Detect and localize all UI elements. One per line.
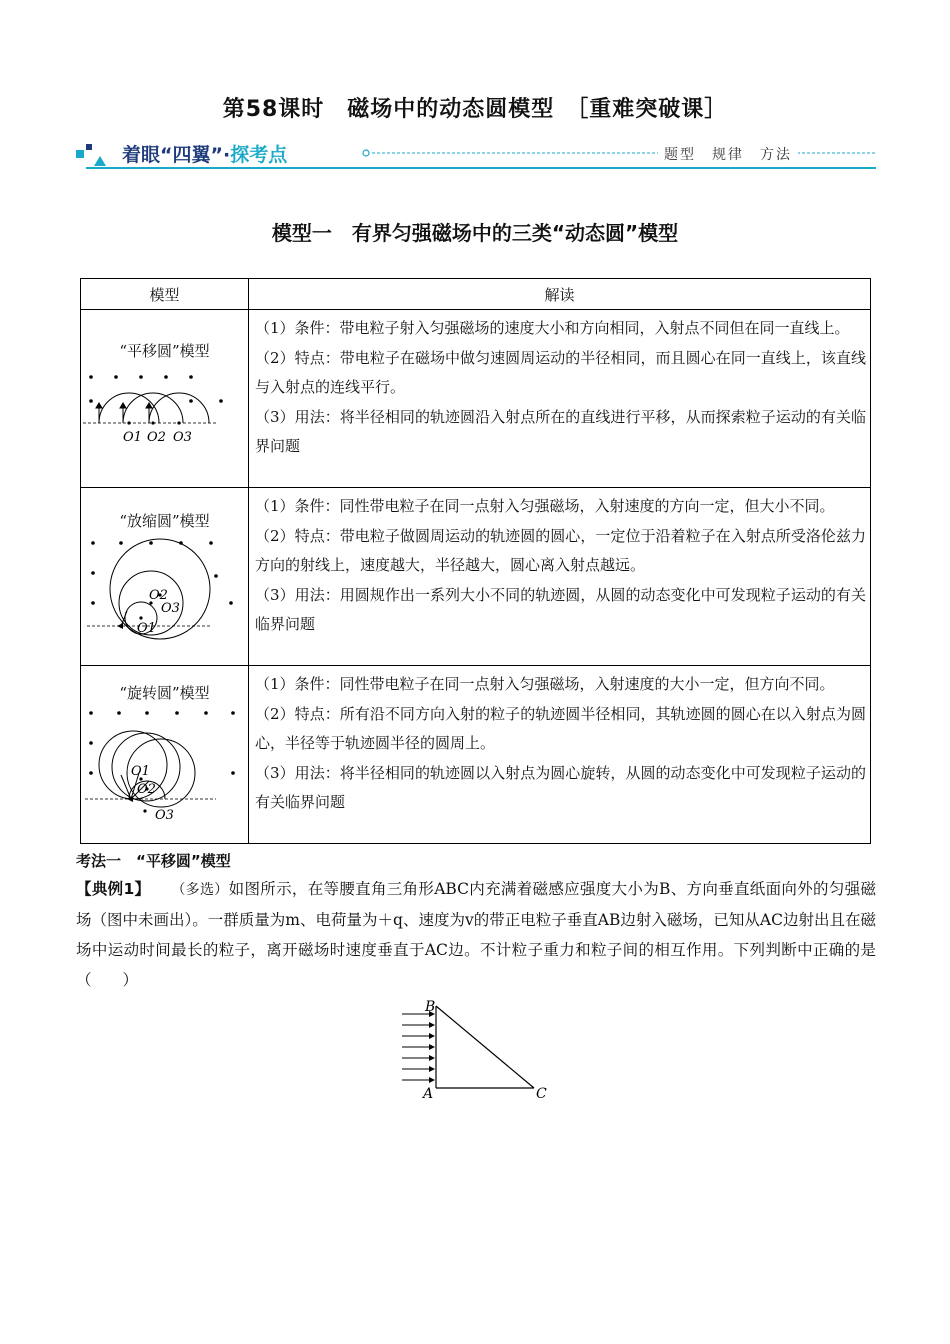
example-problem <box>76 874 876 995</box>
point-condition: （1）条件：同性带电粒子在同一点射入匀强磁场，入射速度的方向一定，但大小不同。 <box>255 497 835 515</box>
example-text: 如图所示，在等腰直角三角形ABC内充满着磁感应强度大小为B、方向垂直纸面向外的匀强磁场（图中未画出）。一群质量为m、电荷量为＋q、速度为v的带正电粒子垂直AB边射入磁场，已知从AC边射出且在磁场中运动时间最长的粒子，离开磁场时速度垂直于AC边。不计粒子重力和粒子间的相互作用。下列判断中正确的是（ ） <box>76 880 877 989</box>
model-cell <box>81 666 249 844</box>
header-model: 模型 <box>81 279 249 310</box>
banner-dot: · <box>223 144 231 166</box>
triangle-figure <box>398 994 558 1102</box>
banner-accent: 探考点 <box>230 144 288 166</box>
point-condition: （1）条件：带电粒子射入匀强磁场的速度大小和方向相同，入射点不同但在同一直线上。 <box>255 319 850 337</box>
label-o2: O2 <box>149 588 168 603</box>
label-o2: O2 <box>137 782 156 797</box>
banner-quote: “四翼” <box>160 144 223 166</box>
section-title: 模型一 有界匀强磁场中的三类“动态圆”模型 <box>271 221 679 245</box>
banner-right-label: 题型 规律 方法 <box>658 144 798 164</box>
label-o3: O3 <box>155 808 174 821</box>
vertex-label-b: B <box>425 999 436 1015</box>
label-o3: O3 <box>173 430 192 445</box>
model-name: “放缩圆”模型 <box>119 512 210 530</box>
label-o1: O1 <box>131 764 150 779</box>
vertex-label-c: C <box>536 1086 547 1102</box>
model-name: “旋转圆”模型 <box>119 684 210 702</box>
point-feature: （2）特点：所有沿不同方向入射的粒子的轨迹圆半径相同，其轨迹圆的圆心在以入射点为圆心，半径等于轨迹圆半径的圆周上。 <box>255 704 866 752</box>
point-usage: （3）用法：将半径相同的轨迹圆以入射点为圆心旋转，从圆的动态变化中可发现粒子运动的有关临界问题 <box>255 763 866 811</box>
example-choice: （多选） <box>178 882 229 898</box>
label-o1: O1 <box>137 621 156 636</box>
point-condition: （1）条件：同性带电粒子在同一点射入匀强磁场，入射速度的大小一定，但方向不同。 <box>255 675 835 693</box>
label-o3: O3 <box>161 601 180 616</box>
point-feature: （2）特点：带电粒子在磁场中做匀速圆周运动的半径相同，而且圆心在同一直线上，该直线与入射点的连线平行。 <box>255 348 866 396</box>
table-row <box>81 488 871 666</box>
page-title: 第58课时 磁场中的动态圆模型 ［重难突破课］ <box>222 97 728 122</box>
example-tag: 【典例1】 <box>76 880 151 898</box>
table-row <box>81 666 871 844</box>
translation-circle-diagram <box>81 361 247 445</box>
section-banner <box>76 138 876 174</box>
model-cell <box>81 488 249 666</box>
interpretation-cell <box>249 310 871 488</box>
method-heading: 考法一 “平移圆”模型 <box>76 852 231 870</box>
label-o2: O2 <box>147 430 166 445</box>
scaling-circle-diagram <box>81 531 247 641</box>
model-table <box>80 278 871 844</box>
interpretation-cell <box>249 488 871 666</box>
model-cell <box>81 310 249 488</box>
rotating-circle-diagram <box>81 703 247 821</box>
header-interpretation: 解读 <box>249 279 871 310</box>
point-feature: （2）特点：带电粒子做圆周运动的轨迹圆的圆心，一定位于沿着粒子在入射点所受洛伦兹力方向的射线上，速度越大，半径越大，圆心离入射点越远。 <box>255 526 866 574</box>
banner-label <box>122 140 287 167</box>
point-usage: （3）用法：将半径相同的轨迹圆沿入射点所在的直线进行平移，从而探索粒子运动的有关临界问题 <box>255 407 866 455</box>
banner-prefix: 着眼 <box>122 144 161 166</box>
table-row <box>81 310 871 488</box>
model-name: “平移圆”模型 <box>119 342 210 360</box>
point-usage: （3）用法：用圆规作出一系列大小不同的轨迹圆，从圆的动态变化中可发现粒子运动的有关临界问题 <box>255 585 866 633</box>
table-header-row <box>81 279 871 310</box>
label-o1: O1 <box>123 430 142 445</box>
vertex-label-a: A <box>423 1086 434 1102</box>
interpretation-cell <box>249 666 871 844</box>
